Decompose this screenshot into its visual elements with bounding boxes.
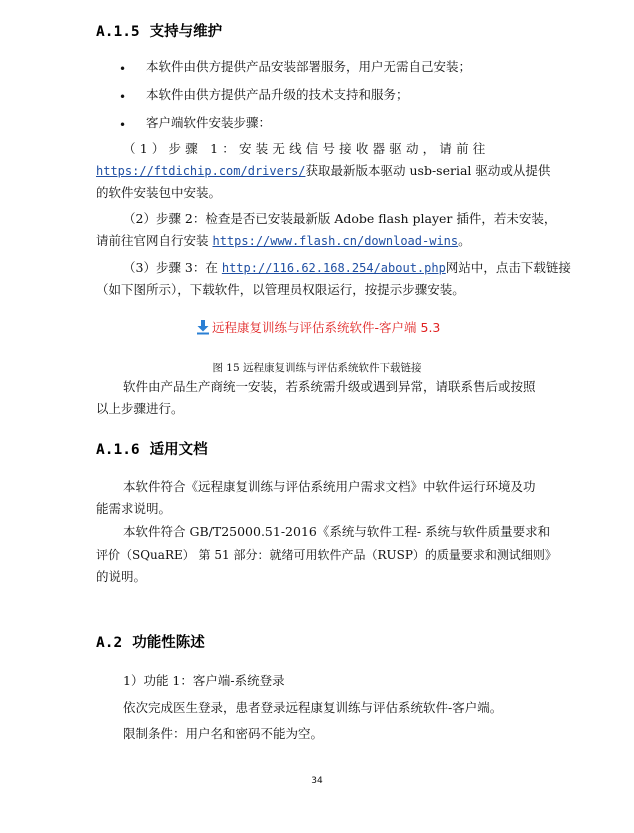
- bullet-item: 客户端软件安装步骤：: [146, 115, 272, 130]
- step2-line2-end: 。: [458, 233, 471, 248]
- step3-line1-text: （3）步骤 3：在: [123, 260, 222, 275]
- section-number: A.1.5: [96, 24, 140, 40]
- step1-line2: [96, 160, 550, 182]
- step3-line2: （如下图所示），下载软件，以管理员权限运行，按提示步骤安装。: [96, 282, 465, 297]
- about-link[interactable]: http://116.62.168.254/about.php: [221, 261, 446, 275]
- section-heading-a16: [96, 438, 208, 459]
- step3-line1-end: 网站中，点击下载链接: [445, 260, 571, 275]
- section-number: A.1.6: [96, 442, 140, 458]
- a16-p2-line1: 本软件符合 GB/T25000.51-2016《系统与软件工程- 系统与软件质量要求和: [123, 524, 551, 539]
- section-title: 功能性陈述: [132, 635, 205, 651]
- function-item: 1）功能 1：客户端-系统登录: [123, 673, 285, 688]
- flash-link[interactable]: https://www.flash.cn/download-wins: [212, 234, 459, 248]
- section-number: A.2: [96, 635, 123, 651]
- bullet-marker: •: [119, 62, 127, 76]
- figure-caption: 图 15 远程康复训练与评估系统软件下载链接: [212, 362, 422, 374]
- download-link-figure[interactable]: [196, 318, 440, 336]
- section-title: 适用文档: [149, 442, 208, 458]
- step1-line3: 的软件安装包中安装。: [96, 185, 222, 200]
- bullet-item: 本软件由供方提供产品安装部署服务，用户无需自己安装；: [146, 59, 472, 74]
- bullet-marker: •: [119, 118, 127, 132]
- a16-p2-line3: 的说明。: [96, 569, 147, 584]
- function-constraint: 限制条件：用户名和密码不能为空。: [123, 726, 324, 741]
- bullet-item: 本软件由供方提供产品升级的技术支持和服务；: [146, 87, 409, 102]
- section-title: 支持与维护: [149, 24, 223, 40]
- post-figure-line1: 软件由产品生产商统一安装，若系统需升级或遇到异常，请联系售后或按照: [123, 379, 536, 394]
- section-heading-a15: [96, 20, 222, 41]
- drivers-link[interactable]: https://ftdichip.com/drivers/: [96, 164, 306, 178]
- download-icon: [196, 319, 210, 335]
- function-description: 依次完成医生登录，患者登录远程康复训练与评估系统软件-客户端。: [123, 700, 503, 715]
- download-link-text[interactable]: 远程康复训练与评估系统软件-客户端 5.3: [212, 320, 441, 335]
- a16-p1-line1: 本软件符合《远程康复训练与评估系统用户需求文档》中软件运行环境及功: [123, 479, 536, 494]
- page-number: 34: [311, 776, 323, 786]
- step1-line1: （1）步骤 1：安装无线信号接收器驱动，请前往: [123, 141, 490, 156]
- step3-line1: [123, 257, 571, 279]
- bullet-marker: •: [119, 90, 127, 104]
- section-heading-a2: [96, 631, 205, 652]
- a16-p2-line2: 评价（SQuaRE） 第 51 部分：就绪可用软件产品（RUSP）的质量要求和测试细则》: [96, 548, 557, 562]
- step2-line2-text: 请前往官网自行安装: [96, 233, 213, 248]
- step2-line1: （2）步骤 2：检查是否已安装最新版 Adobe flash player 插件，若未安装，: [123, 211, 557, 226]
- step2-line2: [96, 230, 471, 252]
- step1-line2-text: 获取最新版本驱动 usb-serial 驱动或从提供: [305, 163, 551, 178]
- a16-p1-line2: 能需求说明。: [96, 501, 172, 516]
- post-figure-line2: 以上步骤进行。: [96, 401, 184, 416]
